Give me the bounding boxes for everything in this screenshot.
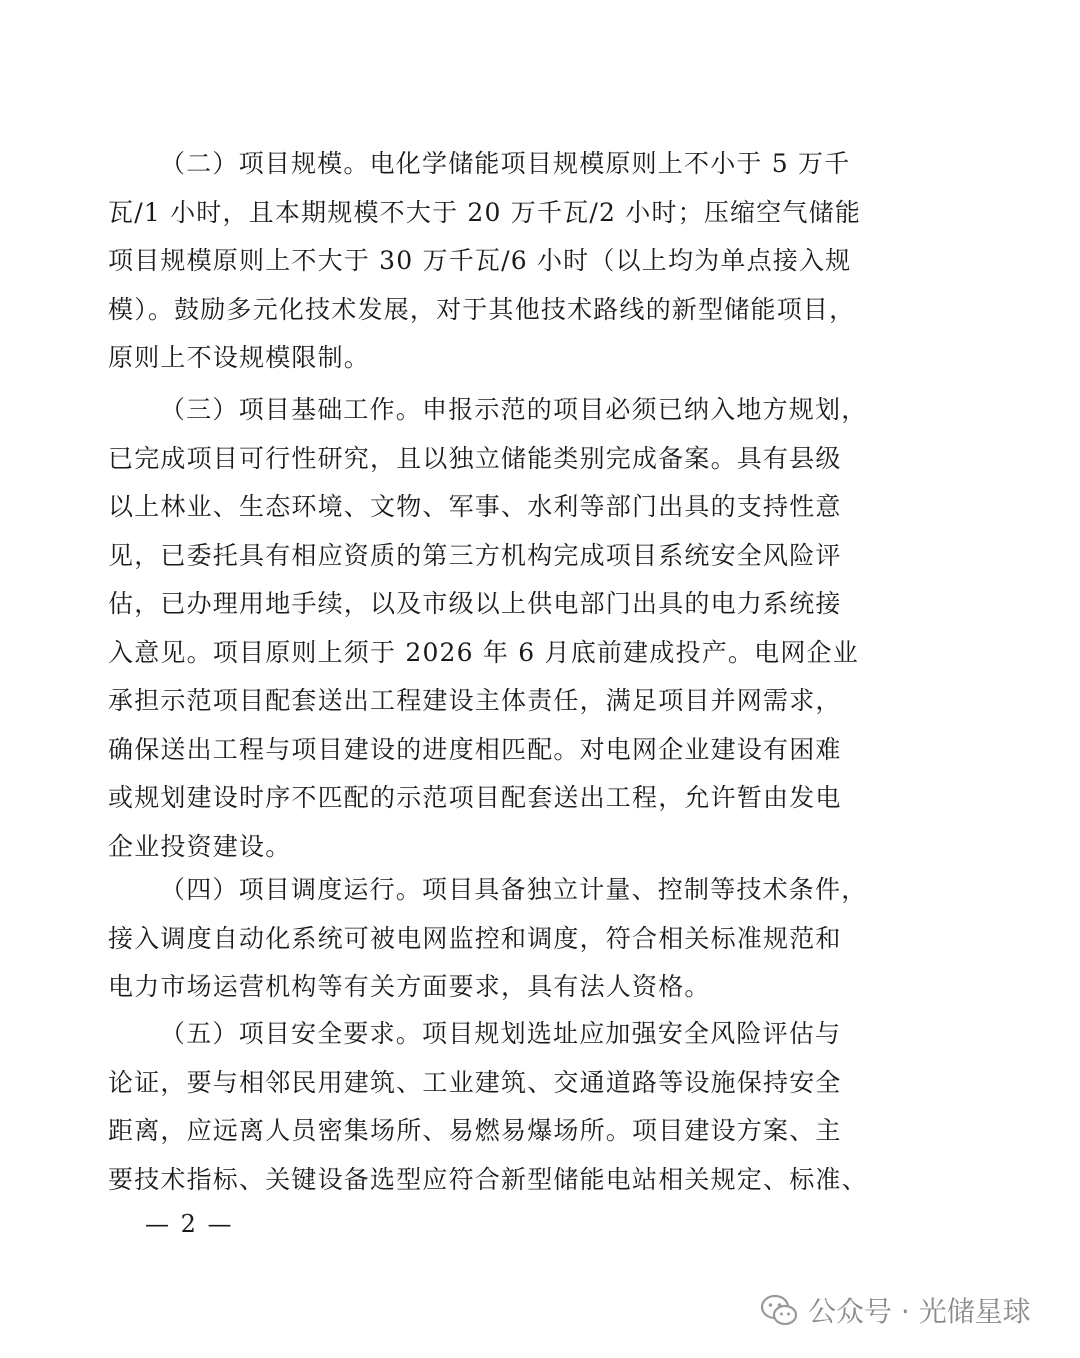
watermark-text: 公众号 · 光储星球 [808,1295,1031,1328]
text-line: 估，已办理用地手续，以及市级以上供电部门出具的电力系统接 [108,589,842,618]
text-line: 要技术指标、关键设备选型应符合新型储能电站相关规定、标准、 [108,1164,868,1194]
paragraph-project-scale [108,140,868,383]
text-line: 承担示范项目配套送出工程建设主体责任，满足项目并网需求， [108,686,842,715]
wechat-icon [760,1293,798,1327]
paragraph-project-basic-work [108,386,868,871]
text-line: 原则上不设规模限制。 [108,343,371,372]
text-line: 模）。鼓励多元化技术发展，对于其他技术路线的新型储能项目， [108,294,856,324]
text-line: 项目规模原则上不大于 30 万千瓦/6 小时（以上均为单点接入规 [108,246,852,275]
page-number: — 2 — [145,1210,234,1238]
paragraph-project-safety [108,1010,868,1204]
text-line: （三）项目基础工作。申报示范的项目必须已纳入地方规划， [160,395,868,424]
text-line: 电力市场运营机构等有关方面要求，具有法人资格。 [108,972,711,1001]
text-line: 论证，要与相邻民用建筑、工业建筑、交通道路等设施保持安全 [108,1067,842,1097]
text-line: （四）项目调度运行。项目具备独立计量、控制等技术条件， [160,875,868,904]
text-line: （五）项目安全要求。项目规划选址应加强安全风险评估与 [160,1019,842,1048]
text-line: 瓦/1 小时，且本期规模不大于 20 万千瓦/2 小时；压缩空气储能 [108,197,862,227]
watermark [760,1290,1031,1330]
text-line: 以上林业、生态环境、文物、军事、水利等部门出具的支持性意 [108,492,842,521]
text-line: 距离，应远离人员密集场所、易燃易爆场所。项目建设方案、主 [108,1116,842,1145]
text-line: 见，已委托具有相应资质的第三方机构完成项目系统安全风险评 [108,540,842,570]
paragraph-project-dispatch [108,866,868,1012]
text-line: 已完成项目可行性研究，且以独立储能类别完成备案。具有县级 [108,443,842,473]
text-line: （二）项目规模。电化学储能项目规模原则上不小于 5 万千 [160,149,851,178]
text-line: 接入调度自动化系统可被电网监控和调度，符合相关标准规范和 [108,923,842,953]
text-line: 确保送出工程与项目建设的进度相匹配。对电网企业建设有困难 [108,734,842,764]
text-line: 企业投资建设。 [108,831,292,861]
text-line: 或规划建设时序不匹配的示范项目配套送出工程，允许暂由发电 [108,783,842,812]
text-line: 入意见。项目原则上须于 2026 年 6 月底前建成投产。电网企业 [108,637,859,667]
